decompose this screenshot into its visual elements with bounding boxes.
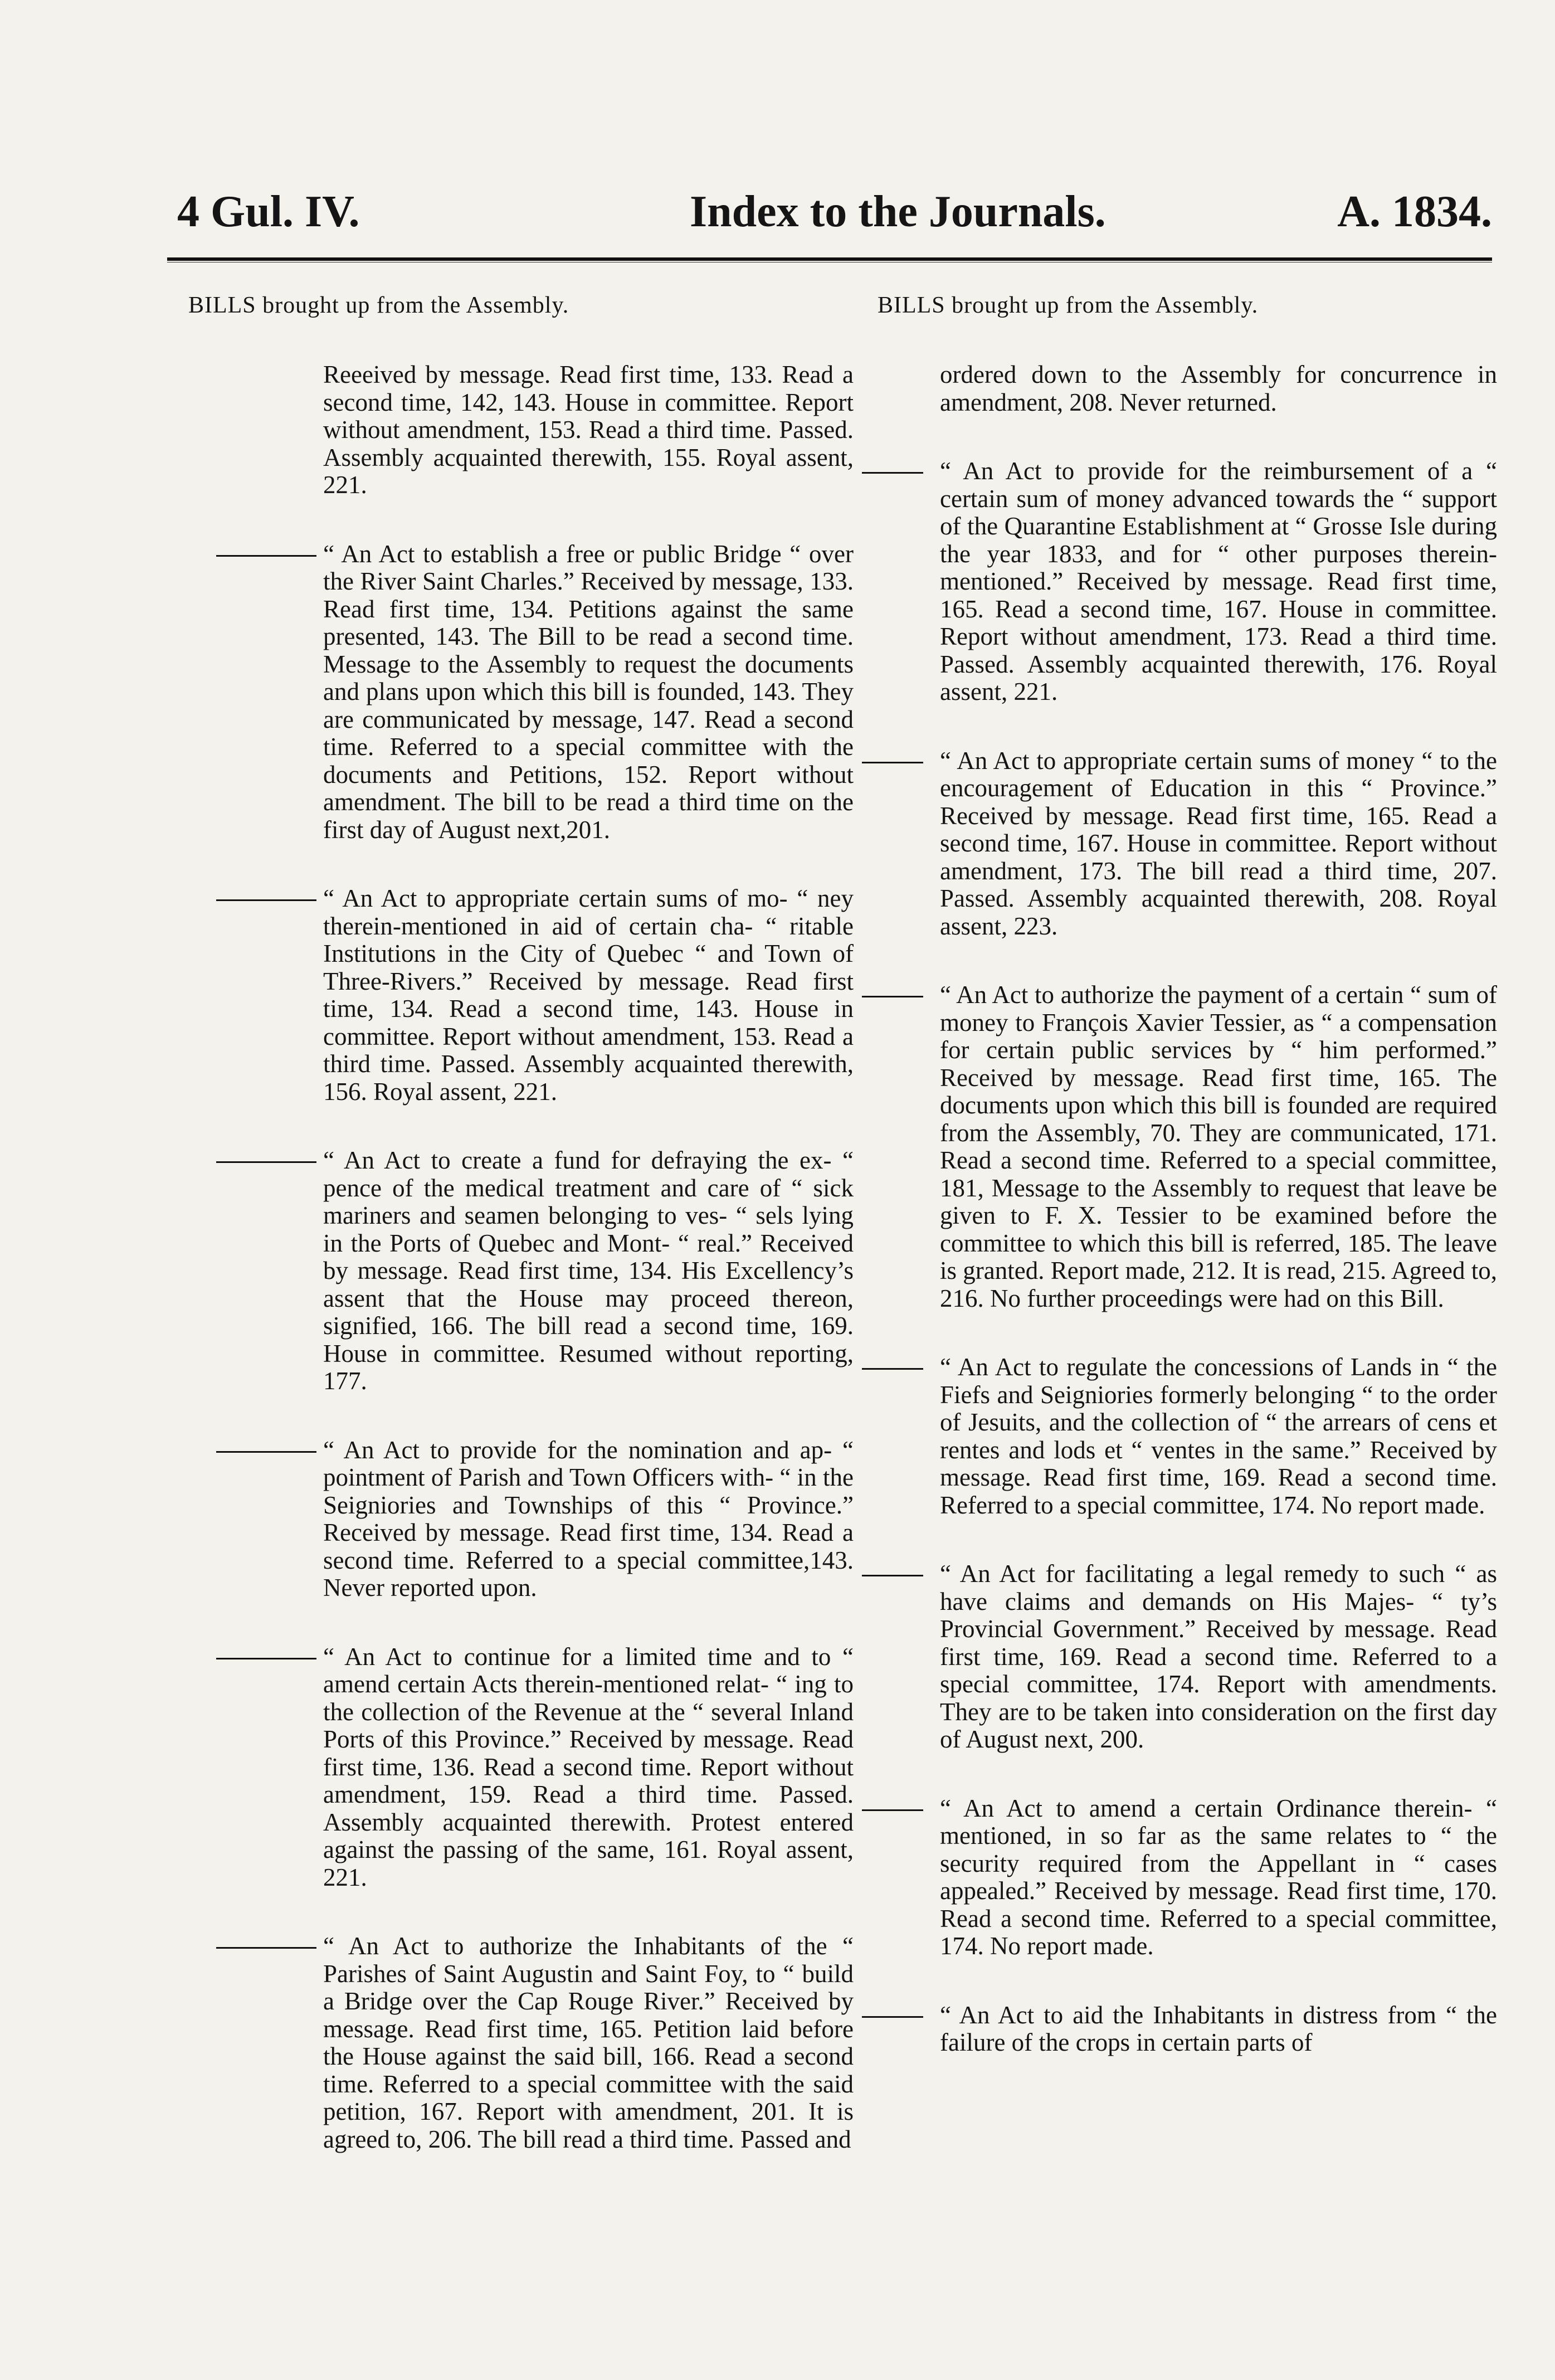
index-entry (177, 1933, 862, 2153)
entry-dash (862, 1575, 923, 1576)
entry-dash (862, 472, 923, 474)
entry-text: “ An Act to regulate the concessions of Lands in “ the Fiefs and Seigniories formerly belonging “ to the order of Jesuits, and the collection of “ the arrears of cens et rentes and lods et “ ventes in the same.” Received by message. Read first time, 169. Read a second time. Referred to a special committee, 174. No report made. (940, 1353, 1497, 1519)
entry-dash (862, 996, 923, 997)
entry-dash (216, 1658, 316, 1659)
index-entry (866, 1353, 1497, 1519)
index-entry (177, 1643, 862, 1892)
index-entry (866, 361, 1497, 416)
left-column-heading: BILLS brought up from the Assembly. (188, 293, 569, 318)
running-head (177, 184, 1492, 240)
index-entry (866, 981, 1497, 1312)
index-entry (177, 885, 862, 1106)
header-regnal-year: 4 Gul. IV. (177, 187, 360, 236)
index-entry (177, 1147, 862, 1395)
entry-text: “ An Act to appropriate certain sums of money “ to the encouragement of Education in this “ Province.” Received by message. Read first time, 165. Read a second time, 167. House in committee. Report without amendment, 173. The bill read a third time, 207. Passed. Assembly acquainted therewith, 208. Royal assent, 223. (940, 746, 1497, 940)
entry-dash (216, 1161, 316, 1163)
entry-text: “ An Act to continue for a limited time and to “ amend certain Acts therein-mentioned relat- “ ing to the collection of the Revenue at the “ several Inland Ports of this Province.” Received by message. Read first time, 136. Read a second time. Report without amendment, 159. Read a third time. Passed. Assembly acquainted therewith. Protest entered against the passing of the same, 161. Royal assent, 221. (323, 1642, 854, 1891)
right-column (866, 290, 1497, 2098)
entry-dash (216, 555, 316, 557)
header-rule-thick (167, 257, 1492, 261)
entry-text: “ An Act to establish a free or public Bridge “ over the River Saint Charles.” Received by message, 133. Read first time, 134. Petitions against the same presented, 143. The Bill to be read a second time. Message to the Assembly to request the documents and plans upon which this bill is founded, 143. They are communicated by message, 147. Read a second time. Referred to a special committee with the documents and Petitions, 152. Report without amendment. The bill to be read a third time on the first day of August next,201. (323, 539, 854, 844)
left-column (177, 290, 862, 2194)
entry-dash (216, 1947, 316, 1949)
header-title: Index to the Journals. (690, 187, 1106, 236)
entry-dash (216, 1451, 316, 1453)
entry-dash (862, 1809, 923, 1811)
index-entry (866, 1794, 1497, 1960)
index-entry (177, 1437, 862, 1602)
index-entry (177, 541, 862, 844)
index-entry (177, 361, 862, 499)
index-entry (866, 2001, 1497, 2057)
index-entry (866, 746, 1497, 941)
entry-text: “ An Act to aid the Inhabitants in distress from “ the failure of the crops in certain parts of (940, 2001, 1497, 2056)
entry-text: “ An Act to create a fund for defraying the ex- “ pence of the medical treatment and care of “ sick mariners and seamen belonging to ves- “ sels lying in the Ports of Quebec and Mont- “ real.” Received by message. Read first time, 134. His Excellency’s assent that the House may proceed thereon, signified, 166. The bill read a second time, 169. House in committee. Resumed without reporting, 177. (323, 1146, 854, 1395)
header-year: A. 1834. (1337, 187, 1492, 236)
header-rule (167, 257, 1492, 263)
entry-dash (862, 2016, 923, 2018)
entry-text: ordered down to the Assembly for concurrence in amendment, 208. Never returned. (940, 361, 1497, 416)
entry-text: “ An Act to amend a certain Ordinance therein- “ mentioned, in so far as the same relates to “ the security required from the Appellant in “ cases appealed.” Received by message. Read first time, 170. Read a second time. Referred to a special committee, 174. No report made. (940, 1794, 1497, 1960)
entry-dash (216, 899, 316, 901)
right-column-heading: BILLS brought up from the Assembly. (878, 293, 1259, 318)
entry-text: “ An Act to provide for the reimbursement of a “ certain sum of money advanced towards the “ support of the Quarantine Establishment at “ Grosse Isle during the year 1833, and for “ other purposes therein-mentioned.” Received by message. Read first time, 165. Read a second time, 167. House in committee. Report without amendment, 173. Read a third time. Passed. Assembly acquainted therewith, 176. Royal assent, 221. (940, 457, 1497, 705)
entry-dash (862, 1368, 923, 1370)
entry-text: “ An Act to authorize the payment of a certain “ sum of money to François Xavier Tessier, as “ a compensation for certain public services by “ him performed.” Received by message. Read first time, 165. The documents upon which this bill is founded are required from the Assembly, 70. They are communicated, 171. Read a second time. Referred to a special committee, 181, Message to the Assembly to request that leave be given to F. X. Tessier to be examined before the committee to which this bill is referred, 185. The leave is granted. Report made, 212. It is read, 215. Agreed to, 216. No further proceedings were had on this Bill. (940, 981, 1497, 1312)
entry-text: “ An Act to authorize the Inhabitants of the “ Parishes of Saint Augustin and Saint Foy, to “ build a Bridge over the Cap Rouge River.” Received by message. Read first time, 165. Petition laid before the House against the said bill, 166. Read a second time. Referred to a special committee with the said petition, 167. Report with amendment, 201. It is agreed to, 206. The bill read a third time. Passed and (323, 1932, 854, 2153)
entry-dash (862, 762, 923, 763)
entry-text: “ An Act to appropriate certain sums of mo- “ ney therein-mentioned in aid of certain cha- “ ritable Institutions in the City of Quebec “ and Town of Three-Rivers.” Received by message. Read first time, 134. Read a second time, 143. House in committee. Report without amendment, 153. Read a third time. Passed. Assembly acquainted therewith, 156. Royal assent, 221. (323, 884, 854, 1106)
entry-text: “ An Act to provide for the nomination and ap- “ pointment of Parish and Town Officers with- “ in the Seigniories and Townships of this “ Province.” Received by message. Read first time, 134. Read a second time. Referred to a special committee,143. Never reported upon. (323, 1435, 854, 1602)
entry-text: “ An Act for facilitating a legal remedy to such “ as have claims and demands on His Majes- “ ty’s Provincial Government.” Received by message. Read first time, 169. Read a second time. Referred to a special committee, 174. Report with amendments. They are to be taken into consideration on the first day of August next, 200. (940, 1560, 1497, 1753)
index-entry (866, 1560, 1497, 1754)
entry-text: Reeeived by message. Read first time, 133. Read a second time, 142, 143. House in committee. Report without amendment, 153. Read a third time. Passed. Assembly acquainted therewith, 155. Royal assent, 221. (323, 361, 854, 499)
index-entry (866, 457, 1497, 706)
